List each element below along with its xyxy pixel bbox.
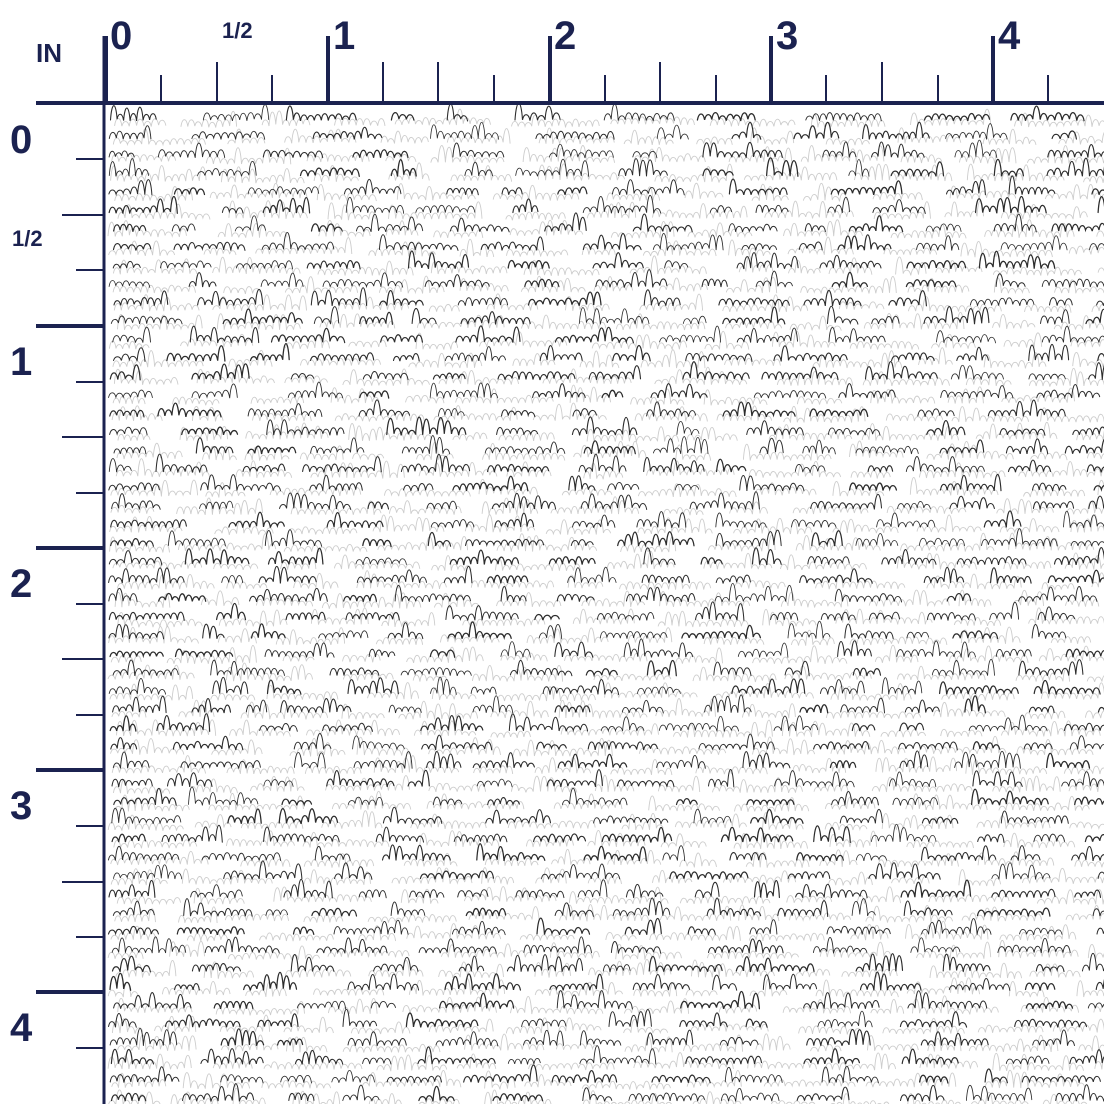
left-ruler-label-0: 0	[10, 118, 33, 162]
top-ruler-label-half: 1/2	[222, 18, 253, 43]
left-ruler-label-1: 1	[10, 340, 33, 384]
left-ruler-label-2: 2	[10, 562, 33, 606]
top-ruler-label-4: 4	[998, 14, 1021, 58]
left-ruler-label-4: 4	[10, 1006, 33, 1050]
top-minor-ticks	[161, 62, 1048, 103]
top-ruler-label-3: 3	[776, 14, 799, 58]
top-ruler-label-0: 0	[110, 14, 133, 58]
left-minor-ticks	[62, 159, 104, 1048]
top-ruler-label-2: 2	[554, 14, 577, 58]
left-ruler-label-3: 3	[10, 784, 33, 828]
top-ruler-label-1: 1	[333, 14, 356, 58]
left-ruler-label-half: 1/2	[12, 226, 43, 251]
ruler-unit-label: IN	[36, 38, 62, 68]
